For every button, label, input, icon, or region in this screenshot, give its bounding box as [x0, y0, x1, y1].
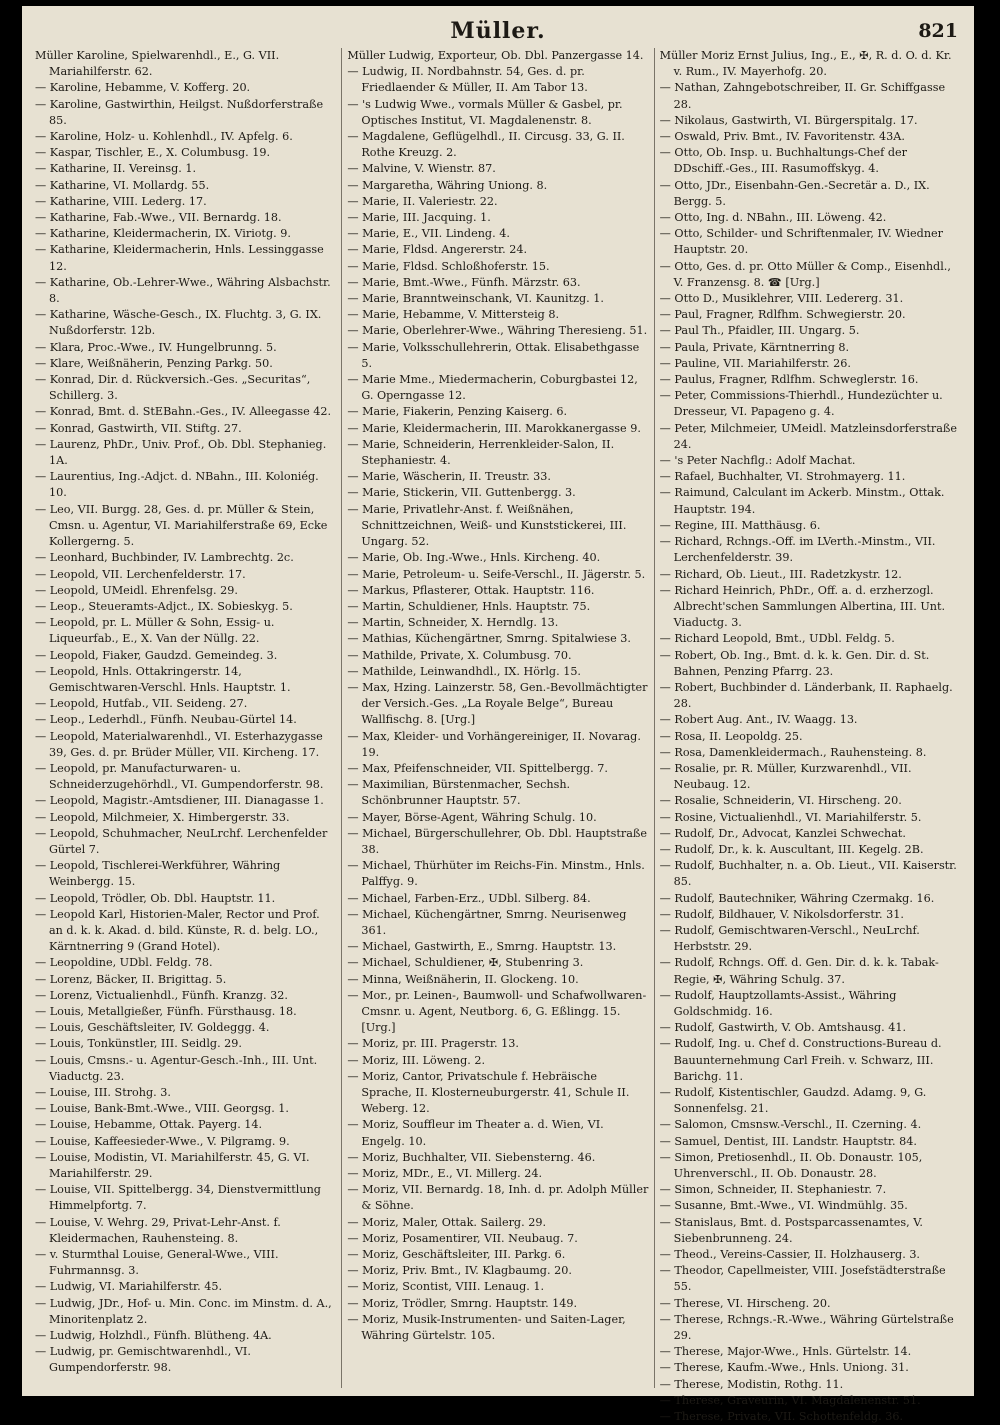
directory-entry: — Louise, III. Strohg. 3. [35, 1086, 171, 1099]
directory-entry: — Rudolf, Hauptzollamts-Assist., Währing Goldschmidg. 16. [659, 988, 897, 1018]
directory-entry: — Lorenz, Bäcker, II. Brigittag. 5. [35, 972, 227, 986]
directory-entry: — Rudolf, Buchhalter, n. a. Ob. Lieut., VII. Kaiserstr. 85. [659, 859, 957, 889]
directory-entry: — Marie, Wäscherin, II. Treustr. 33. [347, 470, 551, 484]
directory-entry: — Michael, Thürhüter im Reichs-Fin. Minstm., Hnls. Palffyg. 9. [347, 859, 645, 889]
directory-entry: — Katharine, Kleidermacherin, Hnls. Lessinggasse 12. [35, 243, 324, 273]
directory-entry: — Karoline, Hebamme, V. Kofferg. 20. [35, 81, 251, 95]
directory-entry: — Moriz, VII. Bernardg. 18, Inh. d. pr. Adolph Müller & Söhne. [347, 1183, 649, 1213]
directory-entry: — Marie, II. Valeriestr. 22. [347, 194, 498, 208]
directory-entry: Müller Moriz Ernst Julius, Ing., E., ✠, R. d. O. d. Kr. v. Rum., IV. Mayerhofg. 20. [659, 49, 952, 79]
directory-entry: — Marie, Oberlehrer-Wwe., Währing Theresieng. 51. [347, 324, 648, 338]
directory-entry: — Michael, Küchengärtner, Smrng. Neurisenweg 361. [347, 907, 627, 937]
directory-entry: — Marie, Fiakerin, Penzing Kaiserg. 6. [347, 405, 568, 419]
directory-entry: — Rudolf, Bildhauer, V. Nikolsdorferstr. 31. [659, 907, 904, 921]
directory-entry: — Leopold, Magistr.-Amtsdiener, III. Dianagasse 1. [35, 794, 324, 808]
directory-entry: — Paula, Private, Kärntnerring 8. [659, 340, 850, 354]
directory-entry: — Moriz, Priv. Bmt., IV. Klagbaumg. 20. [347, 1264, 572, 1278]
directory-entry: — Laurenz, PhDr., Univ. Prof., Ob. Dbl. Stephanieg. 1A. [35, 437, 327, 468]
directory-entry: — Rosa, Damenkleidermach., Rauhensteing. 8. [659, 745, 927, 759]
directory-entry: — Rafael, Buchhalter, VI. Strohmayerg. 11. [659, 470, 906, 484]
directory-entry: — Moriz, Maler, Ottak. Sailerg. 29. [347, 1215, 546, 1229]
directory-entry: — Rudolf, Ing. u. Chef d. Constructions-Bureau d. Bauunternehmung Carl Freih. v. Schwarz, III. Barichg. 11. [659, 1037, 942, 1083]
directory-entry: — Marie, Stickerin, VII. Guttenbergg. 3. [347, 486, 576, 500]
directory-entry: — Michael, Schuldiener, ✠, Stubenring 3. [347, 956, 584, 970]
directory-entry: — Leonhard, Buchbinder, IV. Lambrechtg. 2c. [35, 551, 294, 565]
directory-entry: — Peter, Milchmeier, UMeidl. Matzleinsdorferstraße 24. [659, 421, 958, 451]
directory-entry: — Minna, Weißnäherin, II. Glockeng. 10. [347, 972, 579, 986]
directory-entry: — Leopold, Fiaker, Gaudzd. Gemeindeg. 3. [35, 648, 278, 662]
directory-entry: — Simon, Pretiosenhdl., II. Ob. Donaustr. 105, Uhrenverschl., II. Ob. Donaustr. 28. [659, 1150, 923, 1181]
directory-entry: — Marie, Ob. Ing.-Wwe., Hnls. Kircheng. 40. [347, 551, 601, 565]
directory-entry: — Rosalie, pr. R. Müller, Kurzwarenhdl., VII. Neubaug. 12. [659, 761, 912, 792]
directory-entry: — Samuel, Dentist, III. Landstr. Hauptstr. 84. [659, 1134, 917, 1148]
directory-entry: — Marie, Fldsd. Schloßhoferstr. 15. [347, 259, 550, 273]
directory-entry: — Theodor, Capellmeister, VIII. Josefstädterstraße 55. [659, 1264, 946, 1294]
directory-entry: — Leopold, UMeidl. Ehrenfelsg. 29. [35, 583, 238, 597]
directory-entry: — Pauline, VII. Mariahilferstr. 26. [659, 356, 851, 370]
directory-entry: — Susanne, Bmt.-Wwe., VI. Windmühlg. 35. [659, 1199, 908, 1213]
directory-entry: — Marie, Volksschullehrerin, Ottak. Elisabethgasse 5. [347, 340, 640, 370]
directory-entry: — Otto, Ing. d. NBahn., III. Löweng. 42. [659, 211, 887, 225]
directory-entry: — Leopold, Tischlerei-Werkführer, Währing Weinbergg. 15. [35, 859, 281, 889]
directory-entry: — Moriz, Scontist, VIII. Lenaug. 1. [347, 1280, 545, 1294]
directory-entry: — Leopold, VII. Lerchenfelderstr. 17. [35, 567, 246, 581]
directory-entry: — Leopold, Schuhmacher, NeuLrchf. Lerchenfelder Gürtel 7. [35, 826, 328, 856]
directory-entry: — Nathan, Zahngebotschreiber, II. Gr. Schiffgasse 28. [659, 81, 946, 111]
directory-entry: — Richard, Rchngs.-Off. im LVerth.-Minstm., VII. Lerchenfelderstr. 39. [659, 535, 936, 565]
directory-entry: Müller Karoline, Spielwarenhdl., E., G. VII. Mariahilferstr. 62. [35, 49, 280, 79]
directory-entry: — Moriz, MDr., E., VI. Millerg. 24. [347, 1167, 543, 1181]
directory-entry: — Rudolf, Dr., Advocat, Kanzlei Schwechat. [659, 826, 906, 840]
directory-entry: — Ludwig, II. Nordbahnstr. 54, Ges. d. pr. Friedlaender & Müller, II. Am Tabor 13. [347, 65, 588, 95]
directory-entry: — Louise, Bank-Bmt.-Wwe., VIII. Georgsg. 1. [35, 1102, 289, 1116]
page-title: Müller. [450, 18, 546, 44]
directory-entry: — Ludwig, JDr., Hof- u. Min. Conc. im Minstm. d. A., Minoritenplatz 2. [35, 1296, 332, 1326]
directory-entry: — Therese, Modistin, Rothg. 11. [659, 1377, 844, 1391]
directory-entry: Müller Ludwig, Exporteur, Ob. Dbl. Panzergasse 14. [347, 49, 644, 62]
directory-entry: — Katharine, II. Vereinsg. 1. [35, 162, 197, 176]
directory-entry: — Maximilian, Bürstenmacher, Sechsh. Schönbrunner Hauptstr. 57. [347, 778, 571, 808]
directory-entry: — Rosalie, Schneiderin, VI. Hirscheng. 20. [659, 794, 902, 808]
directory-entry: — Martin, Schneider, X. Herndlg. 13. [347, 616, 559, 630]
directory-entry: — Louis, Metallgießer, Fünfh. Fürsthausg. 18. [35, 1004, 297, 1018]
directory-entry: — Regine, III. Matthäusg. 6. [659, 518, 821, 532]
directory-entry: — Louis, Geschäftsleiter, IV. Goldeggg. 4. [35, 1021, 270, 1035]
directory-entry: — Marie, Petroleum- u. Seife-Verschl., II. Jägerstr. 5. [347, 567, 646, 581]
directory-entry: — Nikolaus, Gastwirth, VI. Bürgerspitalg. 17. [659, 113, 918, 127]
directory-entry: — Karoline, Holz- u. Kohlenhdl., IV. Apfelg. 6. [35, 130, 293, 144]
directory-entry: — Rudolf, Rchngs. Off. d. Gen. Dir. d. k. k. Tabak-Regie, ✠, Währing Schulg. 37. [659, 956, 939, 986]
directory-entry: — Marie, Privatlehr-Anst. f. Weißnähen, Schnittzeichnen, Weiß- und Kunststickerei, III. Ungarg. 52. [347, 502, 627, 549]
directory-entry: — Moriz, pr. III. Pragerstr. 13. [347, 1037, 519, 1051]
directory-entry: — Louis, Cmsns.- u. Agentur-Gesch.-Inh., III. Unt. Viaductg. 23. [35, 1053, 318, 1083]
directory-entry: — Moriz, Geschäftsleiter, III. Parkg. 6. [347, 1248, 566, 1262]
directory-entry: — Laurentius, Ing.-Adjct. d. NBahn., III. Koloniég. 10. [35, 470, 319, 500]
directory-entry: — Katharine, Wäsche-Gesch., IX. Fluchtg. 3, G. IX. Nußdorferstr. 12b. [35, 308, 322, 338]
directory-entry: — Otto D., Musiklehrer, VIII. Ledererg. 31. [659, 292, 904, 306]
directory-entry: — Klare, Weißnäherin, Penzing Parkg. 50. [35, 356, 273, 370]
directory-entry: — Moriz, Buchhalter, VII. Siebensterng. 46. [347, 1150, 596, 1164]
directory-entry: — Leop., Lederhdl., Fünfh. Neubau-Gürtel 14. [35, 713, 297, 727]
column-1 [30, 48, 341, 1388]
directory-entry: — Marie, Fldsd. Angererstr. 24. [347, 243, 528, 257]
directory-entry: — Marie, Branntweinschank, VI. Kaunitzg. 1. [347, 292, 604, 306]
directory-entry: — Otto, Ob. Insp. u. Buchhaltungs-Chef der DDschiff.-Ges., III. Rasumoffskyg. 4. [659, 146, 907, 176]
directory-entry: — Max, Pfeifenschneider, VII. Spittelbergg. 7. [347, 761, 608, 775]
directory-entry: — Konrad, Bmt. d. StEBahn.-Ges., IV. Alleegasse 42. [35, 405, 332, 419]
directory-entry: — Michael, Bürgerschullehrer, Ob. Dbl. Hauptstraße 38. [347, 826, 647, 856]
directory-entry: — Marie, III. Jacquing. 1. [347, 211, 491, 225]
directory-entry: — Leopold, Hutfab., VII. Seideng. 27. [35, 697, 248, 711]
directory-columns [30, 48, 966, 1424]
directory-entry: — Ludwig, VI. Mariahilferstr. 45. [35, 1280, 223, 1294]
directory-entry: — Katharine, Kleidermacherin, IX. Viriotg. 9. [35, 227, 291, 241]
directory-entry: — Richard, Ob. Lieut., III. Radetzkystr. 12. [659, 567, 902, 581]
directory-entry: — Robert, Buchbinder d. Länderbank, II. Raphaelg. 28. [659, 680, 953, 711]
directory-entry: — Mor., pr. Leinen-, Baumwoll- und Schafwollwaren-Cmsnr. u. Agent, Neutborg. 6, G. Eßlingg. 15. [Urg.] [347, 988, 647, 1035]
directory-entry: — Simon, Schneider, II. Stephaniestr. 7. [659, 1183, 887, 1197]
directory-entry: — Rosine, Victualienhdl., VI. Mariahilferstr. 5. [659, 810, 922, 824]
directory-entry: — Oswald, Priv. Bmt., IV. Favoritenstr. 43A. [659, 130, 905, 144]
directory-entry: — Theod., Vereins-Cassier, II. Holzhauserg. 3. [659, 1248, 920, 1262]
directory-entry: — Leopold, Milchmeier, X. Himbergerstr. 33. [35, 810, 290, 824]
directory-entry: — Ludwig, Holzhdl., Fünfh. Blütheng. 4A. [35, 1329, 272, 1343]
page-number: 821 [918, 20, 958, 42]
page-header [22, 12, 974, 48]
directory-entry: — Rudolf, Dr., k. k. Auscultant, III. Kegelg. 2B. [659, 842, 924, 856]
directory-entry: — Raimund, Calculant im Ackerb. Minstm., Ottak. Hauptstr. 194. [659, 486, 945, 516]
directory-entry: — Therese, Private, VII. Schottenfeldg. 36. [659, 1410, 904, 1424]
directory-entry: — Paulus, Fragner, Rdlfhm. Schweglerstr. 16. [659, 373, 919, 387]
directory-entry: — Michael, Gastwirth, E., Smrng. Hauptstr. 13. [347, 940, 617, 954]
directory-entry: — Otto, Schilder- und Schriftenmaler, IV. Wiedner Hauptstr. 20. [659, 227, 944, 257]
directory-entry: — Max, Kleider- und Vorhängereiniger, II. Novarag. 19. [347, 729, 641, 759]
directory-entry: — Moriz, Cantor, Privatschule f. Hebräische Sprache, II. Klosterneuburgerstr. 41, Schule II. Weberg. 12. [347, 1069, 630, 1116]
directory-entry: — Leop., Steueramts-Adjct., IX. Sobieskyg. 5. [35, 599, 293, 613]
directory-page [22, 6, 974, 1424]
directory-entry: — Louise, Kaffeesieder-Wwe., V. Pilgramg. 9. [35, 1134, 290, 1148]
directory-entry: — Therese, Kaufm.-Wwe., Hnls. Uniong. 31. [659, 1361, 909, 1375]
directory-entry: — Paul, Fragner, Rdlfhm. Schwegierstr. 20. [659, 308, 906, 322]
directory-entry: — Leopold Karl, Historien-Maler, Rector und Prof. an d. k. k. Akad. d. bild. Künste, R. d. belg. LO., Kärntnerring 9 (Grand Hotel). [35, 907, 320, 954]
directory-entry: — Martin, Schuldiener, Hnls. Hauptstr. 75. [347, 599, 591, 613]
directory-entry: — Leopold, Materialwarenhdl., VI. Esterhazygasse 39, Ges. d. pr. Brüder Müller, VII. Kircheng. 17. [35, 729, 323, 759]
directory-entry: — 's Peter Nachflg.: Adolf Machat. [659, 454, 856, 468]
directory-entry: — Max, Hzing. Lainzerstr. 58, Gen.-Bevollmächtigter der Versich.-Ges. „La Royale Belge“, Bureau Wallfischg. 8. [Urg.] [347, 680, 648, 727]
directory-entry: — Rudolf, Bautechniker, Währing Czermakg. 16. [659, 891, 935, 905]
directory-entry: — Moriz, Musik-Instrumenten- und Saiten-Lager, Währing Gürtelstr. 105. [347, 1312, 626, 1343]
directory-entry: — Louise, VII. Spittelbergg. 34, Dienstvermittlung Himmelpfortg. 7. [35, 1183, 321, 1213]
directory-entry: — Katharine, Ob.-Lehrer-Wwe., Währing Alsbachstr. 8. [35, 275, 331, 306]
directory-entry: — Leopold, pr. Manufacturwaren- u. Schneiderzugehörhdl., VI. Gumpendorferstr. 98. [35, 761, 324, 792]
directory-entry: — Therese, Major-Wwe., Hnls. Gürtelstr. 14. [659, 1345, 912, 1359]
directory-entry: — Katharine, VIII. Lederg. 17. [35, 194, 207, 208]
directory-entry: — Moriz, Trödler, Smrng. Hauptstr. 149. [347, 1296, 578, 1310]
directory-entry: — Leo, VII. Burgg. 28, Ges. d. pr. Müller & Stein, Cmsn. u. Agentur, VI. Mariahilferstraße 69, Ecke Kollergerng. 5. [35, 502, 328, 549]
directory-entry: — Otto, JDr., Eisenbahn-Gen.-Secretär a. D., IX. Bergg. 5. [659, 178, 930, 208]
directory-entry: — Louise, V. Wehrg. 29, Privat-Lehr-Anst. f. Kleidermachen, Rauhensteing. 8. [35, 1215, 281, 1245]
directory-entry: — Ludwig, pr. Gemischtwarenhdl., VI. Gumpendorferstr. 98. [35, 1345, 251, 1375]
directory-entry: — Markus, Pflasterer, Ottak. Hauptstr. 116. [347, 583, 595, 597]
directory-entry: — Louis, Tonkünstler, III. Seidlg. 29. [35, 1037, 242, 1051]
directory-entry: — Louise, Modistin, VI. Mariahilferstr. 45, G. VI. Mariahilferstr. 29. [35, 1150, 310, 1181]
directory-entry: — Moriz, Souffleur im Theater a. d. Wien, VI. Engelg. 10. [347, 1118, 604, 1148]
directory-entry: — Malvine, V. Wienstr. 87. [347, 162, 496, 176]
directory-entry: — Robert Aug. Ant., IV. Waagg. 13. [659, 713, 858, 727]
directory-entry: — Konrad, Dir. d. Rückversich.-Ges. „Securitas“, Schillerg. 3. [35, 373, 311, 403]
directory-entry: — Katharine, Fab.-Wwe., VII. Bernardg. 18. [35, 211, 282, 225]
directory-entry: — Moriz, Posamentirer, VII. Neubaug. 7. [347, 1231, 578, 1245]
directory-entry: — Konrad, Gastwirth, VII. Stiftg. 27. [35, 421, 242, 435]
directory-entry: — Michael, Farben-Erz., UDbl. Silberg. 84. [347, 891, 591, 905]
directory-entry: — Margaretha, Währing Uniong. 8. [347, 178, 548, 192]
directory-entry: — Marie Mme., Miedermacherin, Coburgbastei 12, G. Operngasse 12. [347, 373, 638, 403]
directory-entry: — Katharine, VI. Mollardg. 55. [35, 178, 210, 192]
directory-entry: — Klara, Proc.-Wwe., IV. Hungelbrunng. 5. [35, 340, 277, 354]
directory-entry: — Rudolf, Gastwirth, V. Ob. Amtshausg. 41. [659, 1021, 907, 1035]
directory-entry: — Marie, Hebamme, V. Mittersteig 8. [347, 308, 560, 322]
directory-entry: — Paul Th., Pfaidler, III. Ungarg. 5. [659, 324, 860, 338]
directory-entry: — Magdalene, Geflügelhdl., II. Circusg. 33, G. II. Rothe Kreuzg. 2. [347, 130, 625, 160]
directory-entry: — Mathilde, Leinwandhdl., IX. Hörlg. 15. [347, 664, 581, 678]
directory-entry: — Karoline, Gastwirthin, Heilgst. Nußdorferstraße 85. [35, 97, 324, 127]
directory-entry: — Rudolf, Gemischtwaren-Verschl., NeuLrchf. Herbststr. 29. [659, 923, 920, 954]
directory-entry: — Kaspar, Tischler, E., X. Columbusg. 19. [35, 146, 271, 160]
directory-entry: — Stanislaus, Bmt. d. Postsparcassenamtes, V. Siebenbrunneng. 24. [659, 1215, 923, 1245]
directory-entry: — Leopold, pr. L. Müller & Sohn, Essig- u. Liqueurfab., E., X. Van der Nüllg. 22. [35, 616, 275, 646]
directory-entry: — Richard Heinrich, PhDr., Off. a. d. erzherzogl. Albrecht'schen Sammlungen Albertina, III. Unt. Viaductg. 3. [659, 583, 946, 630]
directory-entry: — Louise, Hebamme, Ottak. Payerg. 14. [35, 1118, 263, 1132]
column-2 [341, 48, 653, 1388]
directory-entry: — Salomon, Cmsnsw.-Verschl., II. Czerning. 4. [659, 1118, 922, 1132]
directory-entry: — Therese, Graveurin, VI. Magdalenenstr. 51. [659, 1393, 921, 1407]
directory-entry: — Leopold, Hnls. Ottakringerstr. 14, Gemischtwaren-Verschl. Hnls. Hauptstr. 1. [35, 664, 291, 694]
directory-entry: — Mayer, Börse-Agent, Währing Schulg. 10. [347, 810, 597, 824]
directory-entry: — Otto, Ges. d. pr. Otto Müller & Comp., Eisenhdl., V. Franzensg. 8. ☎ [Urg.] [659, 259, 951, 289]
directory-entry: — v. Sturmthal Louise, General-Wwe., VIII. Fuhrmannsg. 3. [35, 1248, 279, 1278]
directory-entry: — Mathias, Küchengärtner, Smrng. Spitalwiese 3. [347, 632, 631, 646]
directory-entry: — Marie, Schneiderin, Herrenkleider-Salon, II. Stephaniestr. 4. [347, 437, 615, 468]
directory-entry: — Marie, Bmt.-Wwe., Fünfh. Märzstr. 63. [347, 275, 581, 289]
directory-entry: — Richard Leopold, Bmt., UDbl. Feldg. 5. [659, 632, 895, 646]
directory-entry: — Moriz, III. Löweng. 2. [347, 1053, 486, 1067]
directory-entry: — Peter, Commissions-Thierhdl., Hundezüchter u. Dresseur, VI. Papageno g. 4. [659, 389, 943, 419]
directory-entry: — Rudolf, Kistentischler, Gaudzd. Adamg. 9, G. Sonnenfelsg. 21. [659, 1086, 927, 1116]
directory-entry: — Marie, Kleidermacherin, III. Marokkanergasse 9. [347, 421, 641, 435]
directory-entry: — Leopold, Trödler, Ob. Dbl. Hauptstr. 11. [35, 891, 276, 905]
directory-entry: — Leopoldine, UDbl. Feldg. 78. [35, 956, 213, 970]
directory-entry: — 's Ludwig Wwe., vormals Müller & Gasbel, pr. Optisches Institut, VI. Magdalenenstr. 8. [347, 97, 623, 127]
directory-entry: — Mathilde, Private, X. Columbusg. 70. [347, 648, 572, 662]
directory-entry: — Therese, Rchngs.-R.-Wwe., Währing Gürtelstraße 29. [659, 1312, 954, 1343]
directory-entry: — Rosa, II. Leopoldg. 25. [659, 729, 803, 743]
directory-entry: — Lorenz, Victualienhdl., Fünfh. Kranzg. 32. [35, 988, 288, 1002]
directory-entry: — Marie, E., VII. Lindeng. 4. [347, 227, 510, 241]
directory-entry: — Robert, Ob. Ing., Bmt. d. k. k. Gen. Dir. d. St. Bahnen, Penzing Pfarrg. 23. [659, 648, 930, 678]
column-3 [654, 48, 966, 1424]
directory-entry: — Therese, VI. Hirscheng. 20. [659, 1296, 831, 1310]
